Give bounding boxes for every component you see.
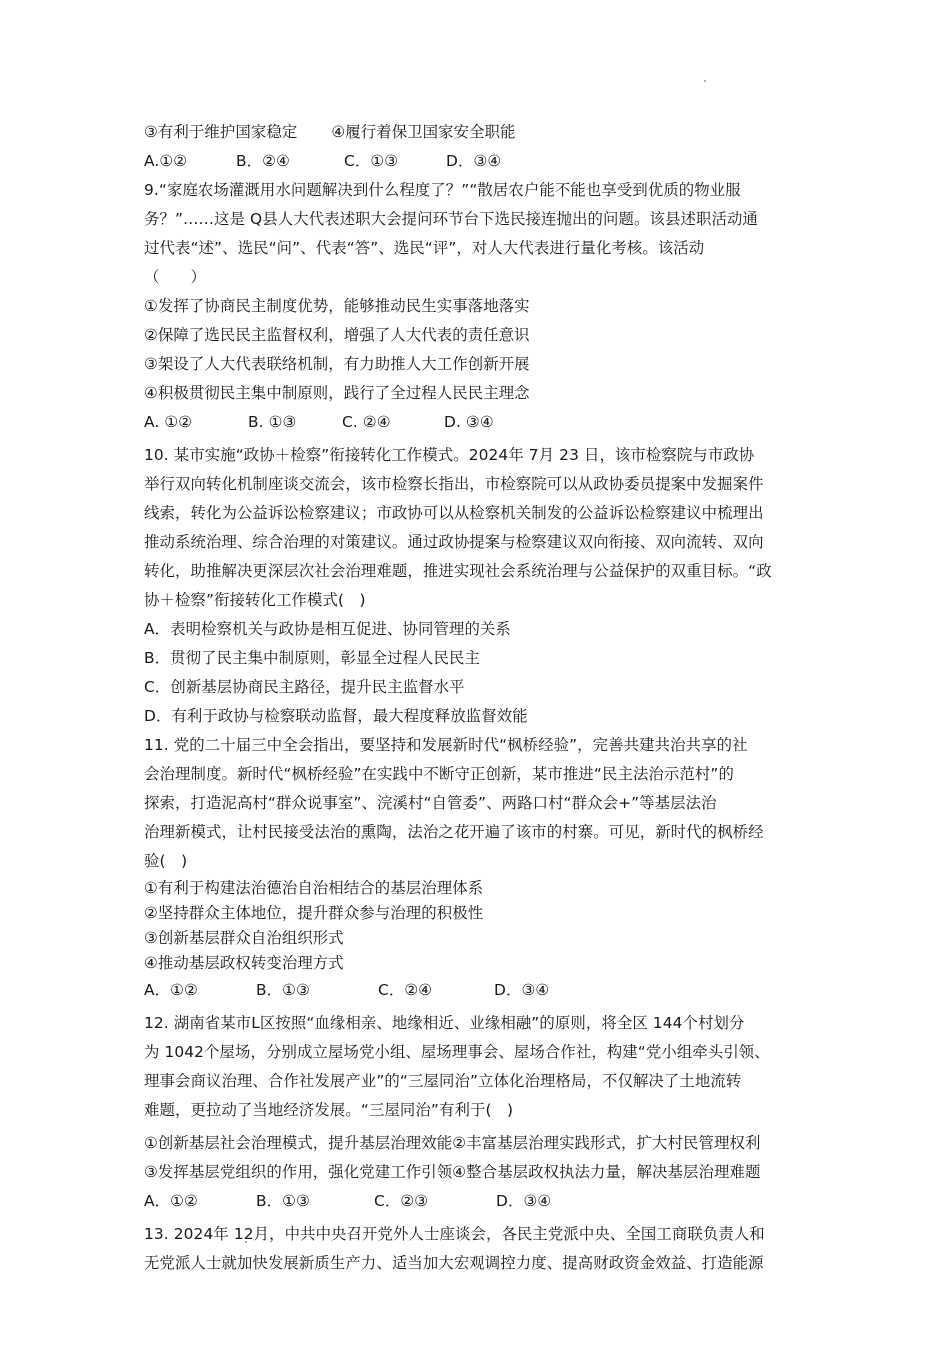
q11-stem-line: 11. 党的二十届三中全会指出，要坚持和发展新时代“枫桥经验”，完善共建共治共享的社 (144, 736, 748, 754)
q12-stem-line: 为 1042个屋场，分别成立屋场党小组、屋场理事会、屋场合作社，构建“党小组牵头引领、 (144, 1043, 770, 1061)
q12-statement-row: ③发挥基层党组织的作用，强化党建工作引领④整合基层政权执法力量，解决基层治理难题 (144, 1163, 761, 1181)
q10-choice-c[interactable]: C．创新基层协商民主路径，提升民主监督水平 (144, 678, 465, 696)
q12-stem-line: 12. 湖南省某市L区按照“血缘相亲、地缘相近、业缘相融”的原则，将全区 144个村划分 (144, 1014, 745, 1032)
q12-options (144, 1187, 812, 1216)
q11-statement: ③创新基层群众自治组织形式 (144, 929, 344, 947)
q12-option-b[interactable]: B．①③ (256, 1192, 310, 1210)
q8-options (144, 147, 812, 176)
q11-option-b[interactable]: B．①③ (256, 981, 310, 999)
q9-statement: ④积极贯彻民主集中制原则，践行了全过程人民民主理念 (144, 384, 530, 402)
q10-choice-a[interactable]: A．表明检察机关与政协是相互促进、协同管理的关系 (144, 620, 511, 638)
q8-option-a[interactable]: A.①② (144, 152, 188, 170)
q8-option-b[interactable]: B．②④ (236, 152, 290, 170)
q9-option-d[interactable]: D. ③④ (444, 413, 494, 431)
q11-option-a[interactable]: A．①② (144, 981, 198, 999)
q12-stem-line: 理事会商议治理、合作社发展产业”的“三屋同治”立体化治理格局，不仅解决了土地流转 (144, 1072, 742, 1090)
q8-option-c[interactable]: C．①③ (344, 152, 399, 170)
q13-stem-line: 13. 2024年 12月，中共中央召开党外人士座谈会，各民主党派中央、全国工商联负责人和 (144, 1225, 765, 1243)
q10-choice-d[interactable]: D．有利于政协与检察联动监督，最大程度释放监督效能 (144, 707, 528, 725)
q11-options (144, 976, 812, 1005)
q10-stem-line: 线索，转化为公益诉讼检察建议；市政协可以从检察机关制发的公益诉讼检察建议中梳理出 (144, 504, 764, 522)
q12-statement-row: ①创新基层社会治理模式，提升基层治理效能②丰富基层治理实践形式，扩大村民管理权利 (144, 1134, 761, 1152)
q10-stem-line: 举行双向转化机制座谈交流会，该市检察长指出，市检察院可以从政协委员提案中发掘案件 (144, 475, 764, 493)
q12-option-c[interactable]: C．②③ (374, 1192, 429, 1210)
q9-statement: ②保障了选民民主监督权利，增强了人大代表的责任意识 (144, 326, 530, 344)
q8-statement-3: ③有利于维护国家稳定 (144, 123, 298, 141)
q11-stem-line: 验( ) (144, 852, 188, 870)
q9-stem-line: 9.“家庭农场灌溉用水问题解决到什么程度了？”“散居农户能不能也享受到优质的物业服 (144, 181, 741, 199)
q9-statement: ③架设了人大代表联络机制，有力助推人大工作创新开展 (144, 355, 530, 373)
q11-stem-line: 探索，打造泥高村“群众说事室”、浣溪村“自管委”、两路口村“群众会+”等基层法治 (144, 794, 717, 812)
q9-option-a[interactable]: A. ①② (144, 413, 193, 431)
q11-statement: ②坚持群众主体地位，提升群众参与治理的积极性 (144, 904, 484, 922)
q10-stem-line: 转化，助推解决更深层次社会治理难题，推进实现社会系统治理与公益保护的双重目标。“政 (144, 562, 772, 580)
q12-option-a[interactable]: A．①② (144, 1192, 198, 1210)
q11-option-d[interactable]: D．③④ (494, 981, 550, 999)
q9-stem-line: 过代表“述”、选民“问”、代表“答”、选民“评”，对人大代表进行量化考核。该活动 (144, 239, 705, 257)
q9-option-c[interactable]: C. ②④ (342, 413, 391, 431)
q9-statement: ①发挥了协商民主制度优势，能够推动民生实事落地落实 (144, 297, 530, 315)
q9-stem-line: （ ） (144, 268, 206, 286)
scan-speck (704, 80, 706, 82)
q12-stem-line: 难题，更拉动了当地经济发展。“三屋同治”有利于( ) (144, 1101, 514, 1119)
q9-option-b[interactable]: B. ①③ (248, 413, 297, 431)
q11-stem-line: 治理新模式，让村民接受法治的熏陶，法治之花开遍了该市的村寨。可见，新时代的枫桥经 (144, 823, 764, 841)
q10-stem-line: 推动系统治理、综合治理的对策建议。通过政协提案与检察建议双向衔接、双向流转、双向 (144, 533, 764, 551)
q11-option-c[interactable]: C．②④ (378, 981, 433, 999)
q12-option-d[interactable]: D．③④ (496, 1192, 552, 1210)
question-content (144, 118, 812, 1278)
q11-statement: ①有利于构建法治德治自治相结合的基层治理体系 (144, 879, 484, 897)
q11-statement: ④推动基层政权转变治理方式 (144, 954, 344, 972)
q11-stem-line: 会治理制度。新时代“枫桥经验”在实践中不断守正创新，某市推进“民主法治示范村”的 (144, 765, 734, 783)
q8-statement-4: ④履行着保卫国家安全职能 (331, 123, 516, 141)
q10-choice-b[interactable]: B．贯彻了民主集中制原则，彰显全过程人民民主 (144, 649, 480, 667)
q10-stem-line: 协＋检察”衔接转化工作模式( ) (144, 591, 366, 609)
q10-stem-line: 10. 某市实施“政协＋检察”衔接转化工作模式。2024年 7月 23 日，该市检察院与市政协 (144, 446, 755, 464)
q9-options (144, 408, 812, 437)
q13-stem-line: 无党派人士就加快发展新质生产力、适当加大宏观调控力度、提高财政资金效益、打造能源 (144, 1254, 764, 1272)
q9-stem-line: 务？”……这是 Q县人大代表述职大会提问环节台下选民接连抛出的问题。该县述职活动通 (144, 210, 758, 228)
q8-statements (144, 118, 812, 147)
q8-option-d[interactable]: D．③④ (446, 152, 502, 170)
